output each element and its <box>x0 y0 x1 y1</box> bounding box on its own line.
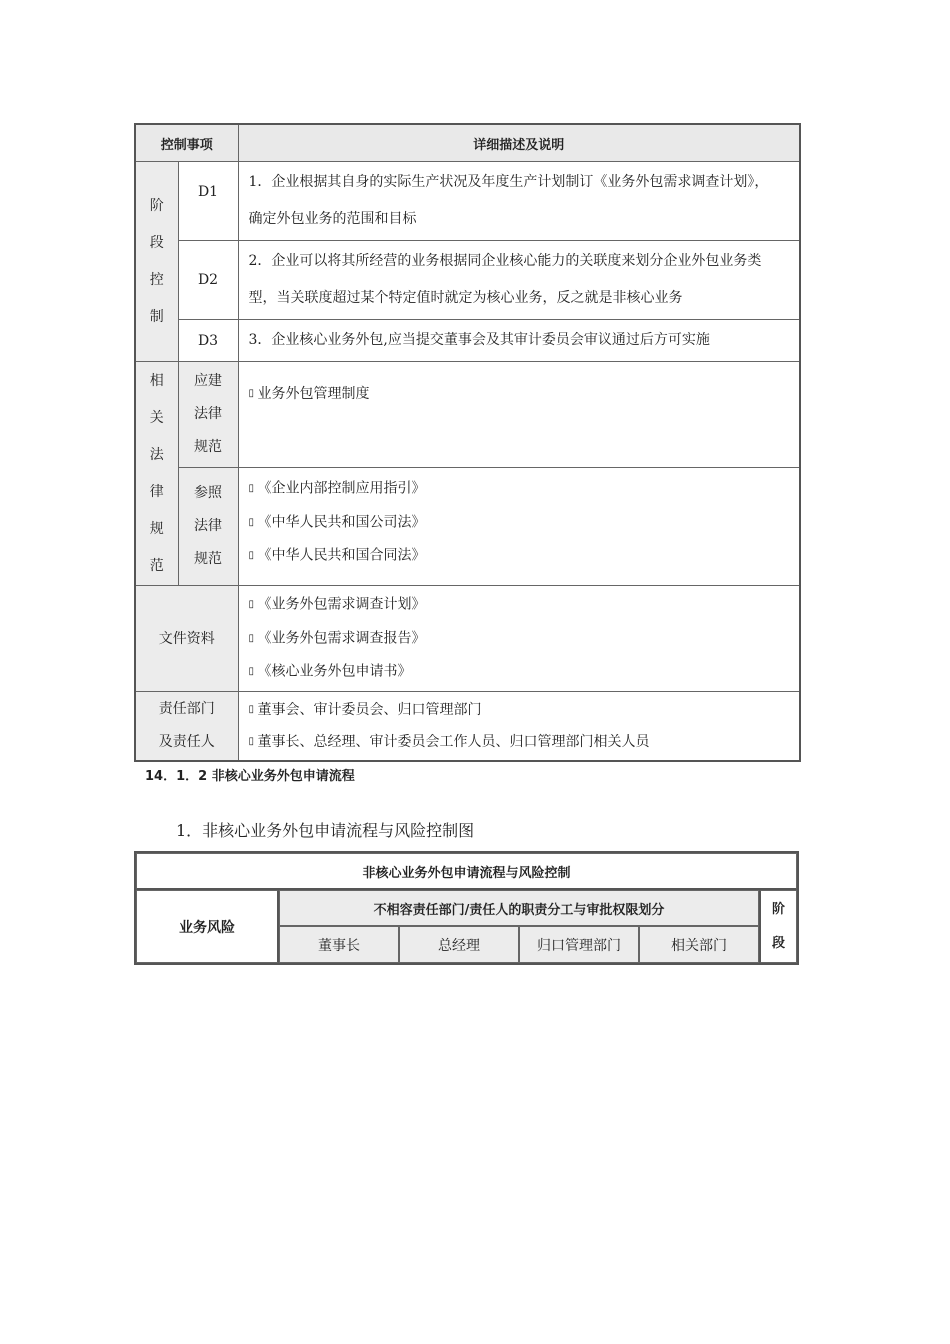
stage-d1-description <box>238 162 800 241</box>
law-type-line: 法律 <box>194 406 222 422</box>
law-label-char: 法 <box>149 446 164 463</box>
control-matters-table <box>134 123 801 762</box>
bullet-icon: ▯ <box>248 550 255 561</box>
list-item: ▯ 董事长、总经理、审计委员会工作人员、归口管理部门相关人员 <box>249 726 792 758</box>
laws-to-build-list <box>238 362 800 468</box>
column-general-manager: 总经理 <box>399 926 519 963</box>
list-item: ▯ 《业务外包需求调查计划》 <box>249 588 792 622</box>
list-item: ▯ 业务外包管理制度 <box>249 382 792 406</box>
responsibility-label <box>135 691 238 761</box>
law-type-reference <box>178 468 238 586</box>
stage-code-d1: D1 <box>178 162 238 241</box>
flow-risk-table <box>134 851 799 965</box>
stage-label-char: 阶 <box>149 197 164 214</box>
flow-table-title: 非核心业务外包申请流程与风险控制 <box>136 853 797 890</box>
law-type-line: 规范 <box>194 551 222 567</box>
stage-d3-description <box>238 320 800 362</box>
bullet-icon: ▯ <box>248 599 255 610</box>
law-label-char: 律 <box>149 483 164 500</box>
description-line: 1．企业根据其自身的实际生产状况及年度生产计划制订《业务外包需求调查计划》， <box>248 174 769 190</box>
law-label-char: 范 <box>149 557 164 574</box>
law-type-line: 规范 <box>194 439 222 455</box>
law-type-to-build <box>178 362 238 468</box>
responsibility-list <box>238 691 800 761</box>
column-chairman: 董事长 <box>279 926 399 963</box>
stage-label-char: 段 <box>772 935 786 951</box>
header-detail-description: 详细描述及说明 <box>238 124 800 162</box>
list-item: ▯ 《中华人民共和国公司法》 <box>249 506 792 540</box>
bullet-icon: ▯ <box>248 703 255 715</box>
law-label-char: 关 <box>149 409 164 426</box>
bullet-icon: ▯ <box>248 735 255 747</box>
responsibility-label-line: 及责任人 <box>158 733 215 750</box>
law-type-line: 法律 <box>194 518 222 534</box>
description-line: 确定外包业务的范围和目标 <box>248 211 417 227</box>
description-line: 3．企业核心业务外包,应当提交董事会及其审计委员会审议通过后方可实施 <box>248 332 710 348</box>
responsibility-label-line: 责任部门 <box>158 700 215 717</box>
bullet-icon: ▯ <box>248 483 255 494</box>
list-item: ▯ 《核心业务外包申请书》 <box>249 655 792 689</box>
column-managing-department: 归口管理部门 <box>519 926 639 963</box>
division-of-duties-label: 不相容责任部门/责任人的职责分工与审批权限划分 <box>279 890 759 926</box>
reference-laws-list <box>238 468 800 586</box>
law-label-char: 规 <box>149 520 164 537</box>
list-item: ▯ 《业务外包需求调查报告》 <box>249 622 792 656</box>
sub-heading: 1．非核心业务外包申请流程与风险控制图 <box>176 821 475 840</box>
column-related-departments: 相关部门 <box>639 926 759 963</box>
bullet-icon: ▯ <box>248 632 255 644</box>
stage-label-char: 控 <box>149 271 164 288</box>
bullet-icon: ▯ <box>248 516 255 528</box>
stage-label-char: 制 <box>149 308 164 325</box>
documents-label: 文件资料 <box>135 586 238 692</box>
list-item: ▯ 董事会、审计委员会、归口管理部门 <box>249 694 792 726</box>
section-heading: 14．1．2 非核心业务外包申请流程 <box>145 769 355 784</box>
law-type-line: 应建 <box>194 373 222 389</box>
header-control-matters: 控制事项 <box>135 124 238 162</box>
stage-label-char: 阶 <box>772 901 786 917</box>
law-type-line: 参照 <box>194 485 222 501</box>
list-item: ▯ 《企业内部控制应用指引》 <box>249 472 792 506</box>
stage-code-d3: D3 <box>178 320 238 362</box>
related-laws-label <box>135 362 178 586</box>
bullet-icon: ▯ <box>248 388 255 399</box>
stage-label <box>759 890 797 963</box>
list-item: ▯ 《中华人民共和国合同法》 <box>249 539 792 573</box>
description-line: 型，当关联度超过某个特定值时就定为核心业务，反之就是非核心业务 <box>248 290 683 306</box>
stage-label-char: 段 <box>149 234 164 251</box>
business-risk-label: 业务风险 <box>136 890 279 963</box>
documents-list <box>238 586 800 692</box>
law-label-char: 相 <box>149 372 164 389</box>
stage-code-d2: D2 <box>178 241 238 320</box>
stage-d2-description <box>238 241 800 320</box>
description-line: 2．企业可以将其所经营的业务根据同企业核心能力的关联度来划分企业外包业务类 <box>248 253 762 269</box>
bullet-icon: ▯ <box>248 666 255 677</box>
stage-control-label <box>135 162 178 362</box>
